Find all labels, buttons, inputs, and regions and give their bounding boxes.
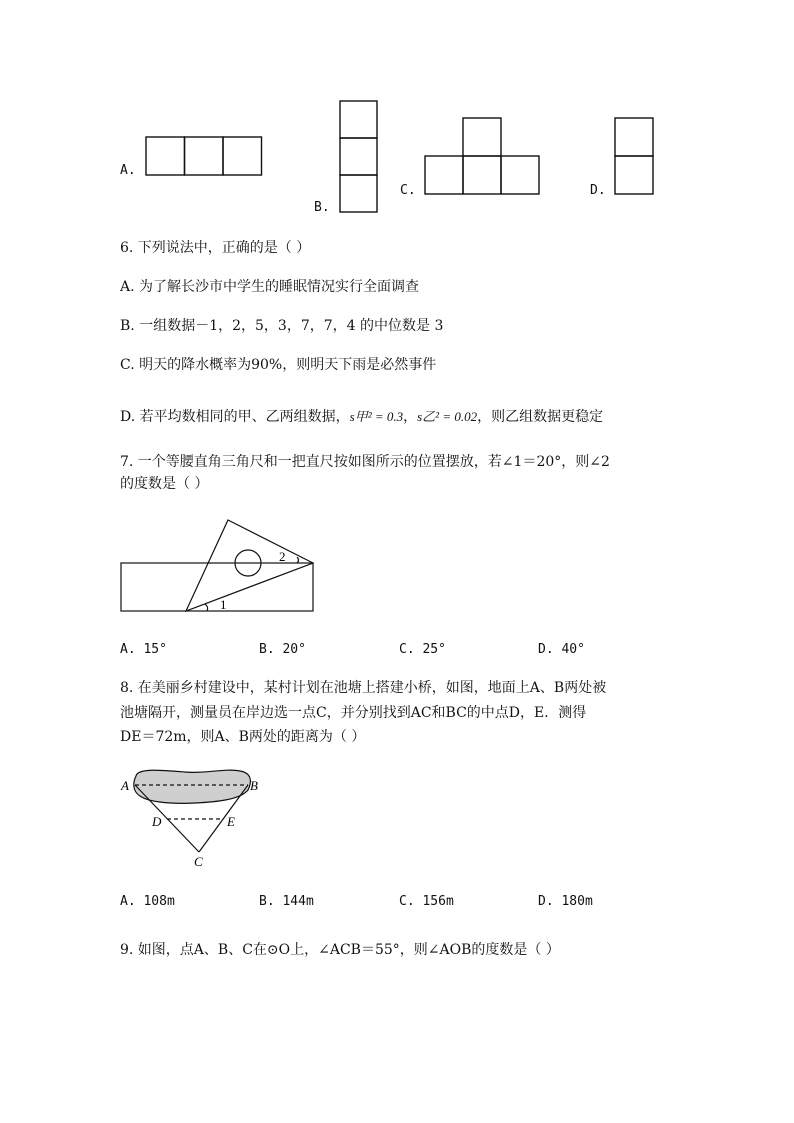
- q6-option-a: A. 为了解长沙市中学生的睡眠情况实行全面调查: [120, 279, 420, 295]
- q7-ruler: [121, 563, 313, 611]
- q5-option-c-label: C.: [400, 183, 416, 198]
- q7-option-a: A. 15°: [120, 642, 167, 657]
- q8-option-b: B. 144m: [259, 894, 314, 909]
- q6-option-b: B. 一组数据－1，2，5，3，7，7，4 的中位数是 3: [120, 318, 444, 334]
- q6-option-d-separator: ，: [403, 409, 418, 425]
- q8-option-d: D. 180m: [538, 894, 593, 909]
- q8-segment-ac: [135, 785, 199, 852]
- q8-stem-line2: 池塘隔开，测量员在岸边选一点C，并分别找到AC和BC的中点D，E．测得: [120, 705, 587, 721]
- q7-angle-2-arc: [297, 557, 299, 563]
- q8-point-e-label: E: [227, 814, 235, 829]
- q8-option-a: A. 108m: [120, 894, 175, 909]
- q7-option-c: C. 25°: [399, 642, 446, 657]
- q8-point-c-label: C: [194, 854, 203, 869]
- q8-pond: [134, 770, 251, 803]
- q8-segment-bc: [199, 785, 248, 852]
- q6-variance-jia: s甲² = 0.3: [349, 409, 404, 424]
- q6-option-d-prefix: D. 若平均数相同的甲、乙两组数据，: [120, 409, 350, 425]
- q6-option-d: [120, 407, 603, 427]
- q6-stem: 6. 下列说法中，正确的是（ ）: [120, 240, 311, 256]
- q7-stem-line1: 7. 一个等腰直角三角尺和一把直尺按如图所示的位置摆放，若∠1＝20°，则∠2: [120, 454, 610, 470]
- q8-stem-line1: 8. 在美丽乡村建设中，某村计划在池塘上搭建小桥，如图，地面上A、B两处被: [120, 680, 607, 696]
- q6-variance-yi: s乙² = 0.02: [417, 409, 478, 424]
- q8-point-b-label: B: [250, 778, 258, 793]
- q7-angle-2-label: 2: [279, 549, 286, 564]
- q8-stem-line3: DE＝72m，则A、B两处的距离为（ ）: [120, 729, 366, 745]
- q8-option-c: C. 156m: [399, 894, 454, 909]
- q7-option-b: B. 20°: [259, 642, 306, 657]
- q8-point-d-label: D: [152, 814, 162, 829]
- q7-angle-1-label: 1: [220, 597, 227, 612]
- q8-point-a-label: A: [121, 778, 129, 793]
- q6-option-d-suffix: ，则乙组数据更稳定: [477, 409, 604, 425]
- q5-option-b-label: B.: [314, 200, 330, 215]
- q6-option-c: C. 明天的降水概率为90%，则明天下雨是必然事件: [120, 357, 437, 373]
- q7-option-d: D. 40°: [538, 642, 585, 657]
- q5-option-a-label: A.: [120, 163, 136, 178]
- q7-stem-line2: 的度数是（ ）: [120, 476, 209, 492]
- q7-angle-1-arc: [205, 604, 208, 611]
- q7-triangle: [186, 520, 313, 611]
- q9-stem: 9. 如图，点A、B、C在⊙O上，∠ACB＝55°，则∠AOB的度数是（ ）: [120, 942, 560, 958]
- q5-option-d-label: D.: [590, 183, 606, 198]
- q7-triangle-hole: [235, 550, 261, 576]
